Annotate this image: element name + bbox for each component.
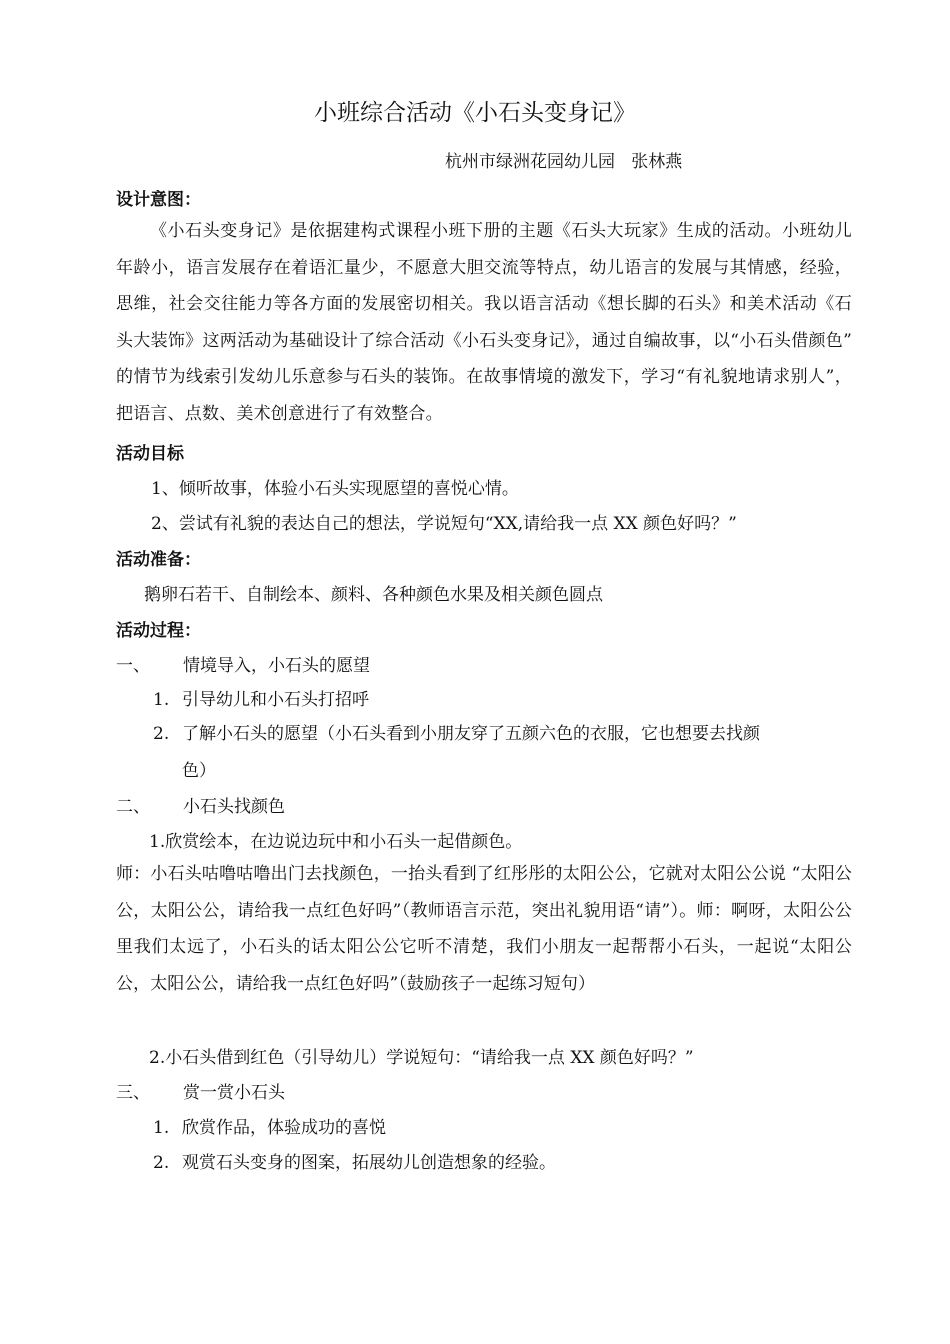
goal-item: 1、倾听故事，体验小石头实现愿望的喜悦心情。 [151,479,519,499]
item-text: 观赏石头变身的图案，拓展幼儿创造想象的经验。 [182,1153,556,1173]
item-text: 了解小石头的愿望（小石头看到小朋友穿了五颜六色的衣服，它也想要去找颜 [182,724,760,744]
item-number: 2. [153,724,170,744]
design-intent-heading: 设计意图： [116,190,201,210]
story-text: 师：小石头咕噜咕噜出门去找颜色，一抬头看到了红彤彤的太阳公公，它就对太阳公公说 “太阳公公，太阳公公，请给我一点红色好吗”（教师语言示范，突出礼貌用语“请”）。师：啊呀，太阳公公里我们太远了，小石头的话太阳公公它听不清楚，我们小朋友一起帮帮小石头，一起说“太阳公公，太阳公公，请给我一点红色好吗”（鼓励孩子一起练习短句） [116,864,852,994]
item-number: 1. [153,690,170,710]
section-number: 一、 [116,656,150,676]
process-subitem: 2.小石头借到红色（引导幼儿）学说短句：“请给我一点 XX 颜色好吗？” [149,1048,694,1068]
design-intent-body: 《小石头变身记》是依据建构式课程小班下册的主题《石头大玩家》生成的活动。小班幼儿年龄小，语言发展存在着语汇量少，不愿意大胆交流等特点，幼儿语言的发展与其情感，经验，思维，社会交往能力等各方面的发展密切相关。我以语言活动《想长脚的石头》和美术活动《石头大装饰》这两活动为基础设计了综合活动《小石头变身记》，通过自编故事，以“小石头借颜色” 的情节为线索引发幼儿乐意参与石头的装饰。在故事情境的激发下，学习“有礼貌地请求别人”， 把语言、点数、美术创意进行了有效整合。 [116,221,852,424]
process-subitem: 1.欣赏绘本，在边说边玩中和小石头一起借颜色。 [149,832,523,852]
goal-item: 2、尝试有礼貌的表达自己的想法，学说短句“XX,请给我一点 XX 颜色好吗？” [151,514,737,534]
item-text: 欣赏作品，体验成功的喜悦 [182,1118,386,1138]
section-number: 三、 [116,1083,150,1103]
process-heading: 活动过程： [116,621,201,641]
item-text: 色） [182,761,216,781]
item-text: 引导幼儿和小石头打招呼 [182,690,369,710]
preparation-heading: 活动准备： [116,550,201,570]
goals-heading: 活动目标 [116,444,184,464]
document-title: 小班综合活动《小石头变身记》 [314,100,636,126]
item-number: 2. [153,1153,170,1173]
section-title: 赏一赏小石头 [183,1083,285,1103]
preparation-body: 鹅卵石若干、自制绘本、颜料、各种颜色水果及相关颜色圆点 [144,585,603,605]
section-title: 小石头找颜色 [183,797,285,817]
item-number: 1. [153,1118,170,1138]
author-line: 杭州市绿洲花园幼儿园 张林燕 [445,152,683,172]
section-title: 情境导入，小石头的愿望 [183,656,370,676]
section-number: 二、 [116,797,150,817]
